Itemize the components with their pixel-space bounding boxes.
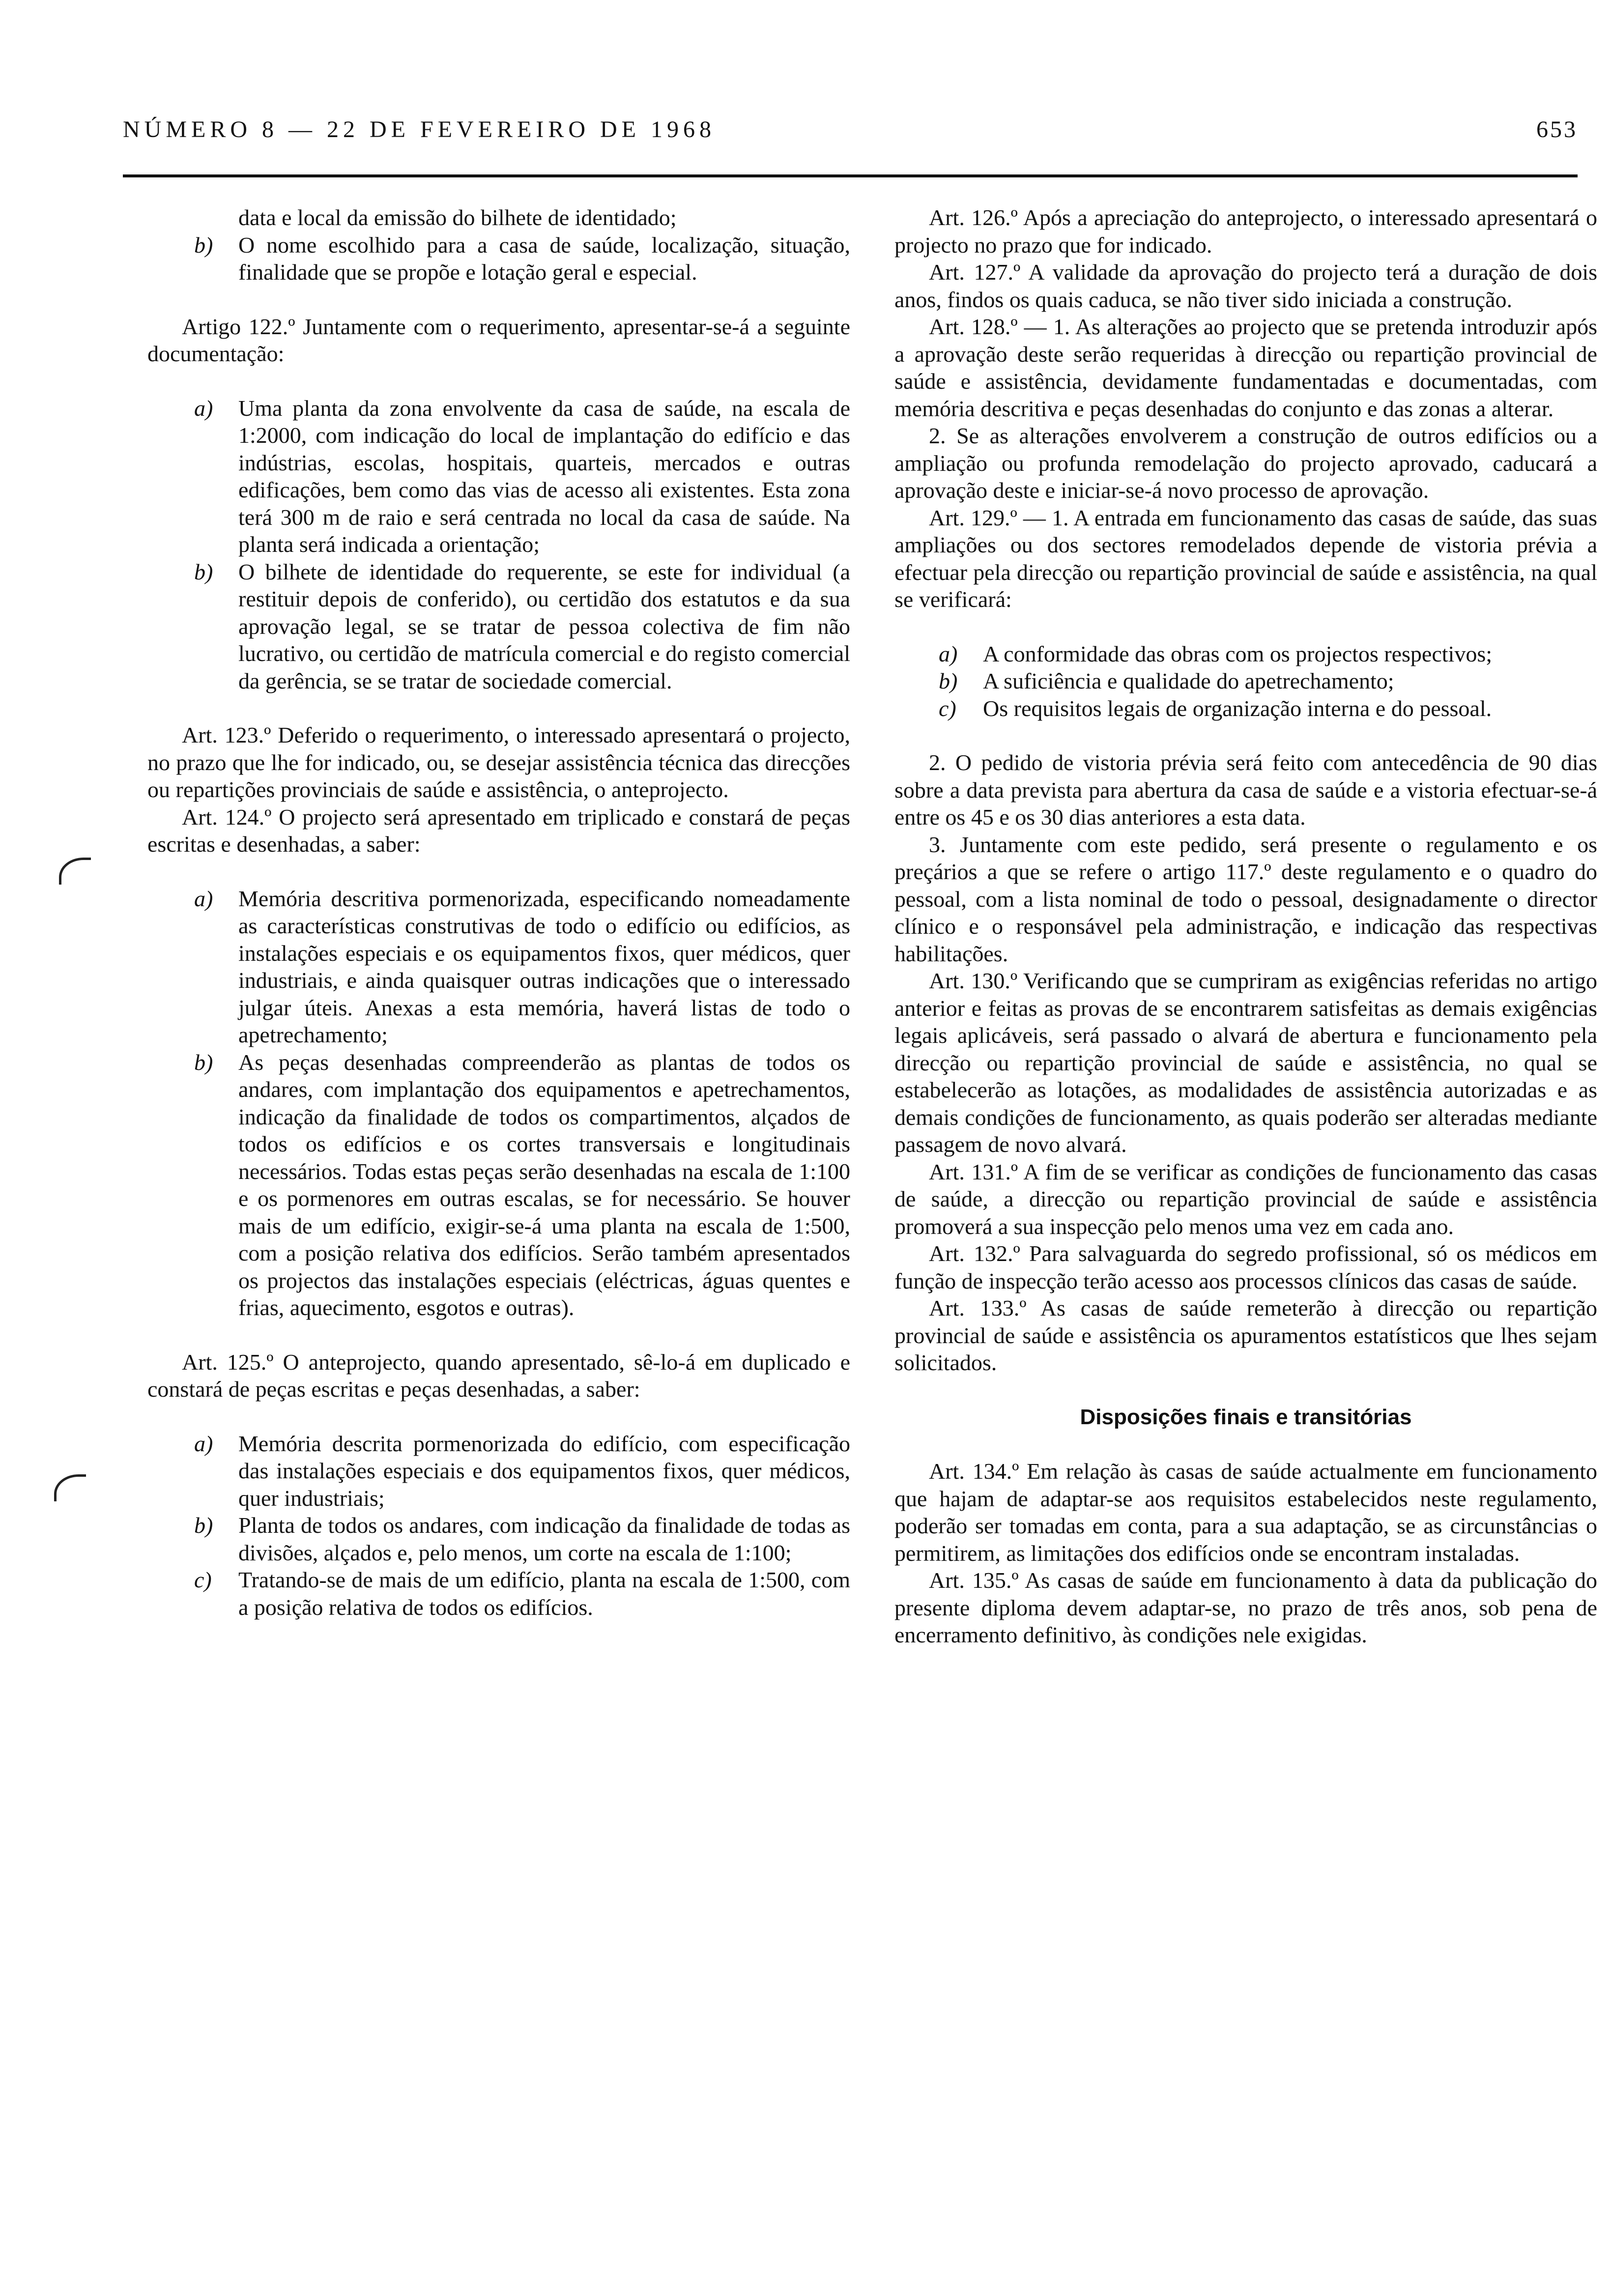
right-column xyxy=(894,204,1597,1649)
page-number: 653 xyxy=(1536,116,1578,143)
article-133: Art. 133.º As casas de saúde remeterão à direcção ou repartição provincial de saúde e assistência os apuramentos estatísticos que lhes sejam solicitados. xyxy=(894,1295,1597,1375)
list-item xyxy=(147,558,850,695)
margin-mark xyxy=(59,858,91,885)
item-text: Memória descritiva pormenorizada, especificando nomeadamente as características construtivas de todo o edifício ou edifícios, as instalações especiais e os equipamentos fixos, quer médicos, quer industriais, e ainda quaisquer outras indicações que o interessado julgar úteis. Anexas a esta memória, haverá listas de todo o apetrechamento; xyxy=(238,886,850,1047)
item-label: b) xyxy=(939,668,958,693)
list-item xyxy=(894,695,1597,722)
article-129-3: 3. Juntamente com este pedido, será presente o regulamento e os preçários a que se refere o artigo 117.º deste regulamento e o quadro do pessoal, com a lista nominal de todo o pessoal, designadamente o director clínico e o responsável pela administração, e indicação das respectivas habilitações. xyxy=(894,832,1597,966)
article-134: Art. 134.º Em relação às casas de saúde actualmente em funcionamento que hajam de adaptar-se aos requisitos estabelecidos neste regulamento, poderão ser tomadas em conta, para a sua adaptação, se as circunstâncias o permitirem, as limitações dos edifícios onde se encontram instaladas. xyxy=(894,1459,1597,1566)
article-122: Artigo 122.º Juntamente com o requerimento, apresentar-se-á a seguinte documentação: xyxy=(147,314,850,366)
item-label: c) xyxy=(194,1567,212,1592)
issue-title: NÚMERO 8 — 22 DE FEVEREIRO DE 1968 xyxy=(123,116,716,143)
item-label: a) xyxy=(939,641,958,666)
item-text: Tratando-se de mais de um edifício, planta na escala de 1:500, com a posição relativa de todos os edifícios. xyxy=(238,1567,850,1620)
article-125: Art. 125.º O anteprojecto, quando apresentado, sê-lo-á em duplicado e constará de peças escritas e peças desenhadas, a saber: xyxy=(147,1349,850,1402)
article-130: Art. 130.º Verificando que se cumpriram as exigências referidas no artigo anterior e feitas as provas de se encontrarem satisfeitas as demais exigências legais aplicáveis, será passado o alvará de abertura e funcionamento pela direcção ou repartição provincial de saúde e assistência, no qual se estabelecerão as lotações, as modalidades de assistência autorizadas e as demais condições de funcionamento, as quais poderão ser alteradas mediante passagem de novo alvará. xyxy=(894,968,1597,1157)
list-item xyxy=(147,1049,850,1321)
list-item xyxy=(147,1512,850,1566)
margin-mark xyxy=(54,1474,86,1501)
item-text: Uma planta da zona envolvente da casa de saúde, na escala de 1:2000, com indicação do local de implantação do edifício e das indústrias, escolas, hospitais, quarteis, mercados e outras edificações, bem como das vias de acesso ali existentes. Esta zona terá 300 m de raio e será centrada no local da casa de saúde. Na planta será indicada a orientação; xyxy=(238,395,850,557)
item-text: Planta de todos os andares, com indicação da finalidade de todas as divisões, alçados e, pelo menos, um corte na escala de 1:100; xyxy=(238,1513,850,1565)
article-128-2: 2. Se as alterações envolverem a construção de outros edifícios ou a ampliação ou profunda remodelação do projecto aprovado, caducará a aprovação deste e iniciar-se-á novo processo de aprovação. xyxy=(894,423,1597,503)
list-item xyxy=(147,885,850,1049)
article-132: Art. 132.º Para salvaguarda do segredo profissional, só os médicos em função de inspecção terão acesso aos processos clínicos das casas de saúde. xyxy=(894,1241,1597,1293)
item-text: As peças desenhadas compreenderão as plantas de todos os andares, com implantação dos equipamentos e apetrechamentos, indicação da finalidade de todos os compartimentos, alçados de todos os edifícios e os cortes transversais e longitudinais necessários. Todas estas peças serão desenhadas na escala de 1:100 e os pormenores em outras escalas, se for necessário. Se houver mais de um edifício, exigir-se-á uma planta na escala de 1:500, com a posição relativa dos edifícios. Serão também apresentados os projectos das instalações especiais (eléctricas, águas quentes e frias, aquecimento, esgotos e outras). xyxy=(238,1049,850,1320)
article-128-1: Art. 128.º — 1. As alterações ao projecto que se pretenda introduzir após a aprovação deste serão requeridas à direcção ou repartição provincial de saúde e assistência, devidamente fundamentadas e documentadas, com memória descritiva e peças desenhadas do conjunto e das zonas a alterar. xyxy=(894,314,1597,421)
article-131: Art. 131.º A fim de se verificar as condições de funcionamento das casas de saúde, a direcção ou repartição provincial de saúde e assistência promoverá a sua inspecção pelo menos uma vez em cada ano. xyxy=(894,1159,1597,1239)
list-item xyxy=(147,1430,850,1512)
page-header xyxy=(123,116,1578,150)
item-text: A suficiência e qualidade do apetrechamento; xyxy=(983,668,1394,693)
item-text: O nome escolhido para a casa de saúde, localização, situação, finalidade que se propõe e lotação geral e especial. xyxy=(238,232,850,285)
article-124: Art. 124.º O projecto será apresentado em triplicado e constará de peças escritas e desenhadas, a saber: xyxy=(147,804,850,857)
item-label: a) xyxy=(194,886,213,911)
item-label: b) xyxy=(194,559,213,584)
item-label: c) xyxy=(939,695,956,721)
list-item xyxy=(147,395,850,558)
item-label: a) xyxy=(194,1431,213,1456)
list-item xyxy=(147,1566,850,1621)
article-129-1: Art. 129.º — 1. A entrada em funcionamento das casas de saúde, das suas ampliações ou dos sectores remodelados depende de vistoria prévia a efectuar pela direcção ou repartição provincial de saúde e assistência, na qual se verificará: xyxy=(894,505,1597,612)
item-text: Memória descrita pormenorizada do edifício, com especificação das instalações especiais e dos equipamentos fixos, quer médicos, quer industriais; xyxy=(238,1431,850,1511)
item-text: A conformidade das obras com os projectos respectivos; xyxy=(983,641,1493,666)
article-127: Art. 127.º A validade da aprovação do projecto terá a duração de dois anos, findos os quais caduca, se não tiver sido iniciada a construção. xyxy=(894,259,1597,312)
list-item xyxy=(147,231,850,286)
list-item xyxy=(894,667,1597,695)
item-label: a) xyxy=(194,395,213,421)
section-heading: Disposições finais e transitórias xyxy=(1080,1405,1412,1429)
header-rule xyxy=(123,174,1578,177)
article-135: Art. 135.º As casas de saúde em funcionamento à data da publicação do presente diploma devem adaptar-se, no prazo de três anos, sob pena de encerramento definitivo, às condições nele exigidas. xyxy=(894,1568,1597,1647)
item-label: b) xyxy=(194,1049,213,1075)
list-item xyxy=(894,640,1597,668)
left-column xyxy=(147,204,850,1621)
item-label: b) xyxy=(194,232,213,258)
item-text: Os requisitos legais de organização interna e do pessoal. xyxy=(983,695,1492,721)
article-126: Art. 126.º Após a apreciação do anteprojecto, o interessado apresentará o projecto no prazo que for indicado. xyxy=(894,205,1597,258)
paragraph: data e local da emissão do bilhete de identidado; xyxy=(238,205,677,230)
article-129-2: 2. O pedido de vistoria prévia será feito com antecedência de 90 dias sobre a data prevista para abertura da casa de saúde e a vistoria efectuar-se-á entre os 45 e os 30 dias anteriores a esta data. xyxy=(894,750,1597,830)
item-label: b) xyxy=(194,1513,213,1538)
item-text: O bilhete de identidade do requerente, se este for individual (a restituir depois de conferido), ou certidão dos estatutos e da sua aprovação legal, se se tratar de pessoa colectiva de fim não lucrativo, ou certidão de matrícula comercial e do registo comercial da gerência, se se tratar de sociedade comercial. xyxy=(238,559,850,693)
article-123: Art. 123.º Deferido o requerimento, o interessado apresentará o projecto, no prazo que lhe for indicado, ou, se desejar assistência técnica das direcções ou repartições provinciais de saúde e assistência, o anteprojecto. xyxy=(147,722,850,802)
